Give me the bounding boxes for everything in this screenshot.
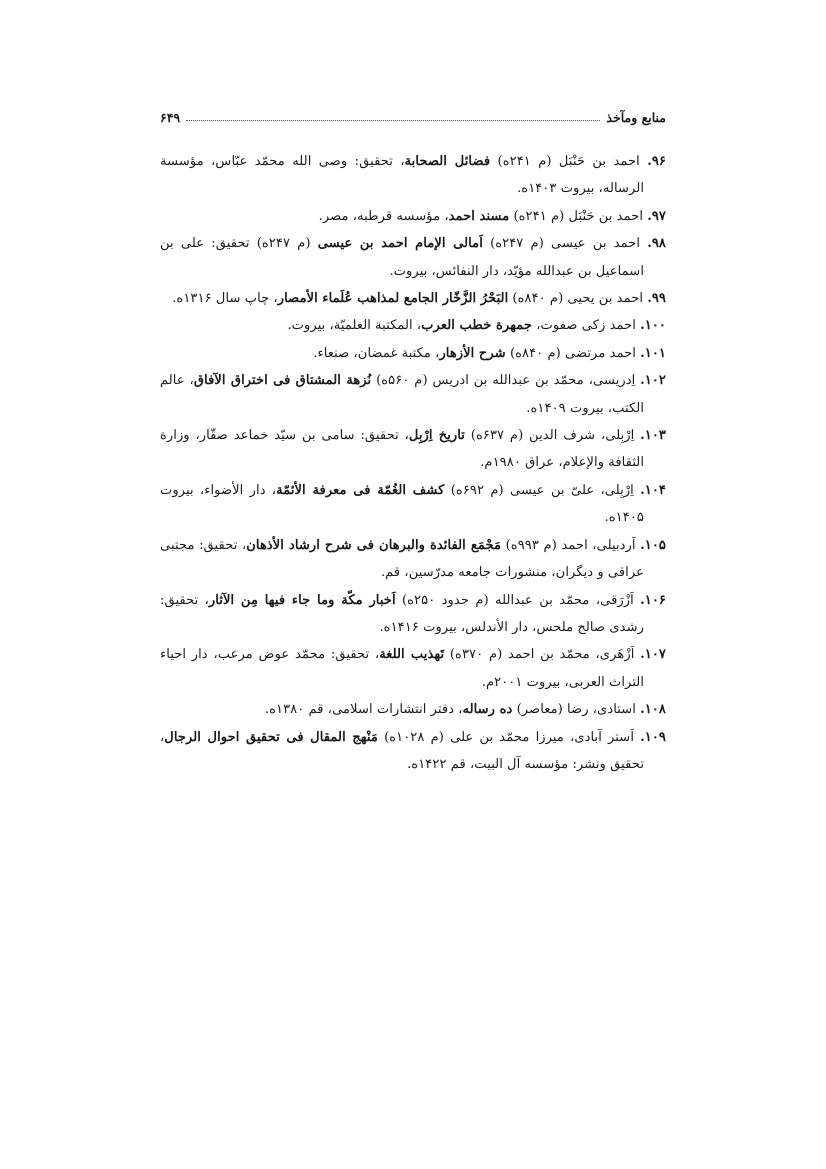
entry-publication: ، تحقیق: رشدی صالح ملحس، دار الأندلس، بیروت ۱۴۱۶ه. [160,592,644,635]
running-header [160,104,666,130]
entry-number: ۱۰۴. [640,482,667,498]
entry-title: مَنْهج المقال فی تحقیق احوال الرجال [164,729,378,745]
entry-number: ۱۰۰. [640,318,666,334]
entry-publication: ، مؤسسه قرطبه، مصر. [318,208,449,224]
bibliography-entry [160,696,666,723]
entry-author: اِرْبِلی، شرف الدین (م ۶۳۷ه) [464,428,641,444]
entry-number: ۱۰۶. [640,592,666,608]
entry-number: ۱۰۳. [640,428,666,444]
entry-number: ۱۰۹. [640,729,666,745]
bibliography-entry [160,422,666,477]
bibliography-entry [160,203,666,230]
entry-title: نُزهة المشتاق فی اختراق الآفاق [193,373,372,389]
entry-number: ۱۰۸. [640,702,666,718]
bibliography-entry [160,312,666,339]
entry-author: احمد بن عیسی (م ۲۴۷ه) [482,236,648,252]
entry-number: ۹۸. [647,236,667,252]
entry-number: ۱۰۱. [640,345,666,361]
entry-number: ۱۰۲. [640,373,666,389]
entry-title: جمهرة خطب العرب [421,318,533,334]
entry-publication: ، تحقیق: سامی بن سیّد خماعد صقّار، وزارة الثقافة والإعلام، عراق ۱۹۸۰م. [160,428,644,471]
entry-publication: ، مکتبة غمضان، صنعاء. [313,345,440,361]
bibliography-entry [160,641,666,696]
entry-author: استادی، رضا (معاصر) [512,702,641,718]
bibliography-entry [160,367,666,422]
entry-author: احمد بن حَنْبَل (م ۲۴۱ه) [490,154,648,169]
entry-publication: ، تحقیق: وصی الله محمّد عبّاس، مؤسسة الرساله، بیروت ۱۴۰۳ه. [160,154,644,197]
entry-title: ده رساله [462,702,513,718]
entry-author: اِدریسی، محمّد بن عبدالله بن ادریس (م ۵۶۰ه) [371,373,641,389]
entry-publication: (م ۲۴۷ه) تحقیق: علی بن اسماعیل بن عبدالله مؤیّد، دار النفائس، بیروت. [160,236,644,279]
entry-author: احمد زکی صفوت، [532,318,641,334]
entry-title: مَجْمَع الفائدة والبرهان فی شرح ارشاد الأذهان [246,537,502,553]
entry-publication: ، چاپ سال ۱۳۱۶ه. [172,291,278,307]
bibliography-entry [160,724,666,779]
entry-number: ۹۶. [647,154,666,169]
bibliography-entry [160,148,666,203]
entry-title: فضائل الصحابة [404,154,491,169]
entry-number: ۱۰۷. [640,647,666,663]
entry-author: اَستر آبادی، میرزا محمّد بن علی (م ۱۰۲۸ه) [377,729,641,745]
entry-publication: ، تحقیق: محمّد عوض مرعب، دار احیاء التراث العربی، بیروت ۲۰۰۱م. [160,647,644,690]
entry-author: اَردبیلی، احمد (م ۹۹۳ه) [501,537,641,553]
entry-publication: ، عالم الکتب، بیروت ۱۴۰۹ه. [160,373,644,416]
bibliography-entry [160,230,666,285]
page-number: ۶۴۹ [160,109,181,125]
bibliography-entry [160,285,666,312]
entry-publication: ، تحقیق ونشر: مؤسسه آل البیت، قم ۱۴۲۲ه. [160,729,644,772]
entry-title: کشف الغُمّة فی معرفة الأئمّة [276,482,445,498]
entry-title: البَحْرُ الزَّخّار الجامع لمذاهب عُلَماء الأمصار [277,291,509,307]
entry-title: تَهذیب اللغة [379,647,445,663]
entry-title: مسند احمد [448,208,510,224]
entry-number: ۹۷. [647,208,666,224]
entry-title: شرح الأزهار [439,345,506,361]
entry-author: احمد مرتضی (م ۸۴۰ه) [505,345,641,361]
bibliography-entry [160,532,666,587]
entry-title: تاریخ اِرْبِل [408,428,465,444]
leader-dots [186,120,600,121]
entry-title: اَمالی الإمام احمد بن عیسی [317,236,483,252]
section-title: منابع ومآخذ [606,109,666,125]
entry-publication: ، دفتر انتشارات اسلامی، قم ۱۳۸۰ه. [264,702,463,718]
entry-author: اَزْرَقی، محمّد بن عبدالله (م حدود ۲۵۰ه) [395,592,641,608]
bibliography-entry [160,477,666,532]
entry-publication: ، دار الأضواء، بیروت ۱۴۰۵ه. [160,482,644,526]
entry-number: ۹۹. [647,291,666,307]
entry-author: احمد بن یحیی (م ۸۴۰ه) [508,291,648,307]
entry-number: ۱۰۵. [640,537,667,553]
entry-publication: ، المکتبة العلمیّة، بیروت. [287,318,422,334]
entry-author: اَزْهَری، محمّد بن احمد (م ۳۷۰ه) [444,647,641,663]
bibliography-list [160,148,666,778]
entry-title: اَخبار مکّة وما جاء فیها مِن الآثار [208,592,396,608]
entry-publication: ، تحقیق: مجتبی عراقی و دیگران، منشورات جامعه مدرّسین، قم. [160,537,644,581]
entry-author: احمد بن حَنْبَل (م ۲۴۱ه) [509,208,648,224]
bibliography-entry [160,587,666,642]
entry-author: اِرْبِلی، علیّ بن عیسی (م ۶۹۲ه) [444,482,641,498]
bibliography-entry [160,340,666,367]
